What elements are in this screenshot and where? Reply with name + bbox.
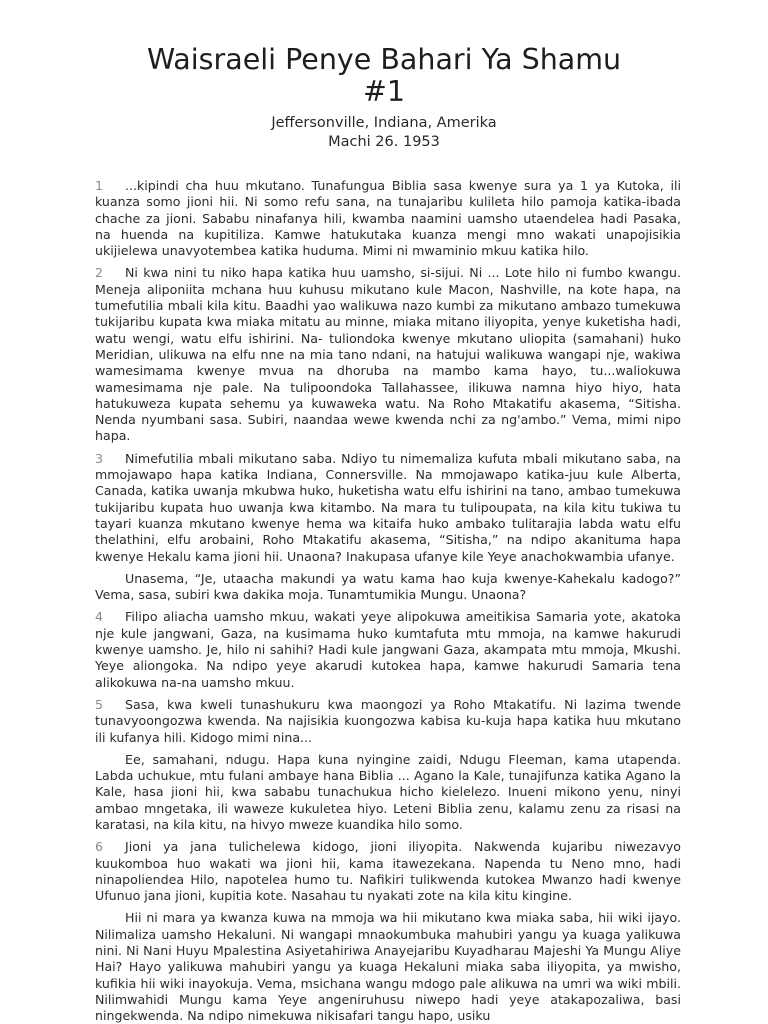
paragraph <box>95 609 681 690</box>
paragraph-text: Nimefutilia mbali mikutano saba. Ndiyo tu nimemaliza kufuta mbali mikutano saba, na mmojawapo hapa katika Indiana, Connersville. Na mmojawapo katika-juu kule Alberta, Canada, katika uwanja mkubwa huko, huketisha watu elfu ishirini na tano, ambao tumekuwa tukijaribu kupata huo uwanja kwa kitambo. Na mara tu tulipoupata, na kila kitu tukiwa tu tayari kuanza mkutano kwenye hema wa kitaifa huko ambako tulitarajia labda watu elfu thelathini, elfu arobaini, Roho Mtakatifu akasema, “Sitisha,” na ndipo akanituma hapa kwenye Hekalu kama jioni hii. Unaona? Inakupasa ufanye kile Yeye anachokwambia ufanye. <box>95 450 681 564</box>
paragraph-text: Jioni ya jana tulichelewa kidogo, jioni iliyopita. Nakwenda kujaribu niwezavyo kuukomboa huo wakati wa jioni hii, kama itawezekana. Napenda tu Neno mno, hadi ninapoliendea Hilo, napotelea humo tu. Nafikiri tulikwenda kutokea Mwanzo hadi kwenye Ufunuo jana jioni, kupitia kote. Nasahau tu nyakati zote na kila kitu kingine. <box>95 839 681 904</box>
paragraph-number: 4 <box>95 609 104 625</box>
paragraph-number: 2 <box>95 265 104 281</box>
paragraph-text: ...kipindi cha huu mkutano. Tunafungua Biblia sasa kwenye sura ya 1 ya Kutoka, ili kuanza somo jioni hii. Ni somo refu sana, na tunajaribu kulileta hilo pamoja katika-ibada chache za jioni. Sababu ninafanya hili, kwamba naamini uamsho utaendelea hadi Pasaka, na huenda na kupitiliza. Kamwe hatukutaka kuanza mengi mno wakati unapojisikia ukijielewa unavyotembea katika huduma. Mimi ni mwaminio mkuu katika hilo. <box>95 178 681 259</box>
document-place: Jeffersonville, Indiana, Amerika <box>271 115 497 131</box>
paragraph-number: 5 <box>95 696 104 712</box>
paragraph-text: Ni kwa nini tu niko hapa katika huu uamsho, si-sijui. Ni ... Lote hilo ni fumbo kwangu. Meneja aliponiita mchana huu kuhusu mikutano kule Macon, Nashville, na kote hapa, na tumefutilia mbali kila kitu. Baadhi yao walikuwa nazo kumbi za mikutano ambazo tumekuwa tukijaribu kupata kwa miaka mitatu au minne, miaka mitano iliyopita, yenye kuketisha hadi, watu wengi, watu elfu ishirini. Na- tuliondoka kwenye mkutano uliopita (samahani) huko Meridian, ulikuwa na elfu nne na mia tano ndani, na hatujui walikuwa wangapi nje, wakiwa wamesimama kwenye mvua na dhoruba na mambo kama hayo, tu...waliokuwa wamesimama nje pale. Na tulipoondoka Tallahassee, ilikuwa namna hiyo hiyo, hata hatukuweza kupata sehemu ya kuwaweka watu. Na Roho Mtakatifu akasema, “Sitisha. Nenda nyumbani sasa. Subiri, naandaa wewe kwenda nchi za ng'ambo.” Vema, mimi nipo hapa. <box>95 265 681 444</box>
paragraph <box>95 571 681 604</box>
paragraph-number: 1 <box>95 178 104 193</box>
paragraph <box>95 697 681 746</box>
paragraph <box>95 752 681 833</box>
document-date: Machi 26. 1953 <box>328 134 440 150</box>
paragraph-text: Hii ni mara ya kwanza kuwa na mmoja wa hii mikutano kwa miaka saba, hii wiki ijayo. Nilimaliza uamsho Hekaluni. Ni wangapi mnaokumbuka mahubiri yangu ya kuaga yalikuwa nini. Ni Nani Huyu Mpalestina Asiyetahiriwa Anayejaribu Kuyadharau Majeshi Ya Mungu Aliye Hai? Hayo yalikuwa mahubiri yangu ya kuaga Hekaluni miaka saba iliyopita, ya mwisho, kufikia hii wiki inayokuja. Vema, msichana wangu mdogo pale alikuwa na umri wa wiki mbili. Nilimwahidi Mungu kama Yeye angeniruhusu niwepo hadi yeye atakapozaliwa, basi ningekwenda. Na ndipo nimekuwa nikisafari tangu hapo, usiku <box>95 910 681 1024</box>
paragraph <box>95 451 681 565</box>
paragraph-text: Filipo aliacha uamsho mkuu, wakati yeye alipokuwa ameitikisa Samaria yote, akatoka nje kule jangwani, Gaza, na kusimama huko kumtafuta mtu mmoja, na kamwe hakurudi kwenye uamsho. Je, hilo ni sahihi? Hadi kule jangwani Gaza, akampata mtu mmoja, Mkushi. Yeye aliongoka. Na ndipo yeye akarudi kutokea hapa, kamwe hakurudi Samaria tena alikokuwa na-na uamsho mkuu. <box>95 609 681 690</box>
document-number: #1 <box>362 75 405 108</box>
document-title: Waisraeli Penye Bahari Ya Shamu <box>146 43 622 76</box>
paragraph-number: 6 <box>95 839 104 855</box>
paragraph-text: Unasema, “Je, utaacha makundi ya watu kama hao kuja kwenye-Kahekalu kadogo?” Vema, sasa, subiri kwa dakika moja. Tunamtumikia Mungu. Unaona? <box>95 570 681 603</box>
document-body <box>95 178 681 1024</box>
paragraph-text: Ee, samahani, ndugu. Hapa kuna nyingine zaidi, Ndugu Fleeman, kama utapenda. Labda uchukue, mtu fulani ambaye hana Biblia ... Agano la Kale, tunajifunza katika Agano la Kale, hasa jioni hii, kwa sababu tunachukua hicho kielelezo. Inueni mikono yenu, ninyi ambao mngetaka, ili waweze kukuletea hiyo. Leteni Biblia zenu, kalamu zenu za risasi na karatasi, na kila kitu, na hivyo mweze kuandika hilo somo. <box>95 751 681 832</box>
paragraph <box>95 910 681 1024</box>
paragraph-text: Sasa, kwa kweli tunashukuru kwa maongozi ya Roho Mtakatifu. Ni lazima twende tunavyoongozwa kwenda. Na najisikia kuongozwa kabisa ku-kuja hapa katika huu mkutano ili kufanya hili. Kidogo mimi nina... <box>95 696 681 745</box>
paragraph <box>95 839 681 904</box>
paragraph <box>95 265 681 444</box>
paragraph-number: 3 <box>95 450 104 466</box>
document-header <box>0 0 768 152</box>
paragraph <box>95 178 681 259</box>
